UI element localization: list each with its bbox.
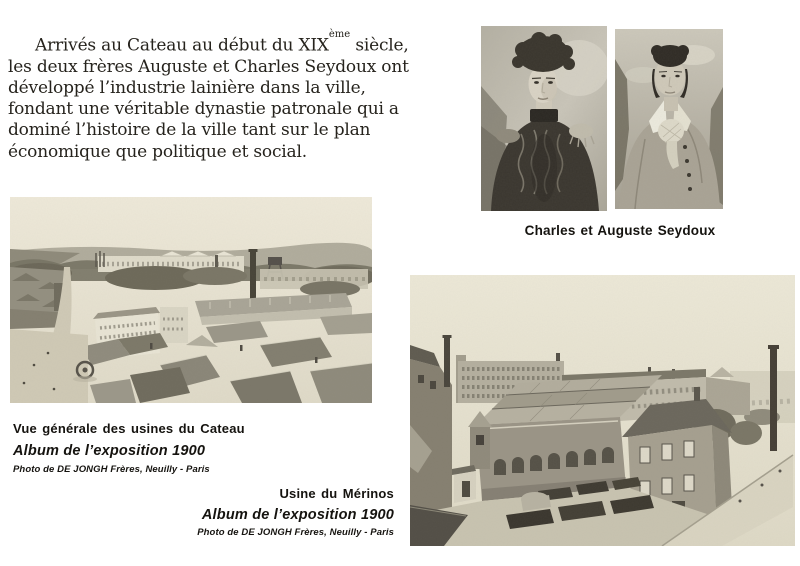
intro-line: développé l’industrie lainière dans la ville, [8, 78, 366, 99]
intro-text: siècle, [350, 35, 409, 56]
portrait-photo-auguste [615, 29, 723, 209]
portrait-charles-image [481, 26, 607, 211]
photo-usine-merinos [410, 275, 795, 546]
caption-vue-generale [13, 421, 363, 475]
album-line: Album de l’exposition 1900 [13, 443, 206, 459]
intro-line [8, 31, 478, 57]
credit-line: Photo de DE JONGH Frères, Neuilly - Paris [197, 527, 394, 538]
intro-line: les deux frères Auguste et Charles Seydoux ont [8, 56, 409, 77]
photo-title: Usine du Mérinos [279, 486, 394, 501]
portrait-auguste-image [615, 29, 723, 209]
vue-generale-image [10, 197, 372, 403]
intro-line: dominé l’histoire de la ville tant sur le plan [8, 120, 371, 141]
credit-line: Photo de DE JONGH Frères, Neuilly - Paris [13, 464, 210, 475]
photo-title: Vue générale des usines du Cateau [13, 421, 245, 436]
portraits-caption: Charles et Auguste Seydoux [524, 223, 716, 238]
ordinal-superscript: ème [328, 29, 351, 40]
usine-merinos-image [410, 275, 795, 546]
photo-vue-generale [10, 197, 372, 403]
caption-usine-merinos [100, 486, 394, 538]
intro-text: Arrivés au Cateau au début du XIX [35, 35, 329, 56]
intro-paragraph [8, 31, 478, 163]
album-line: Album de l’exposition 1900 [201, 507, 394, 523]
intro-line: fondant une véritable dynastie patronale qui a [8, 99, 399, 120]
portrait-photo-charles [481, 26, 607, 211]
intro-line: économique que politique et social. [8, 141, 307, 162]
